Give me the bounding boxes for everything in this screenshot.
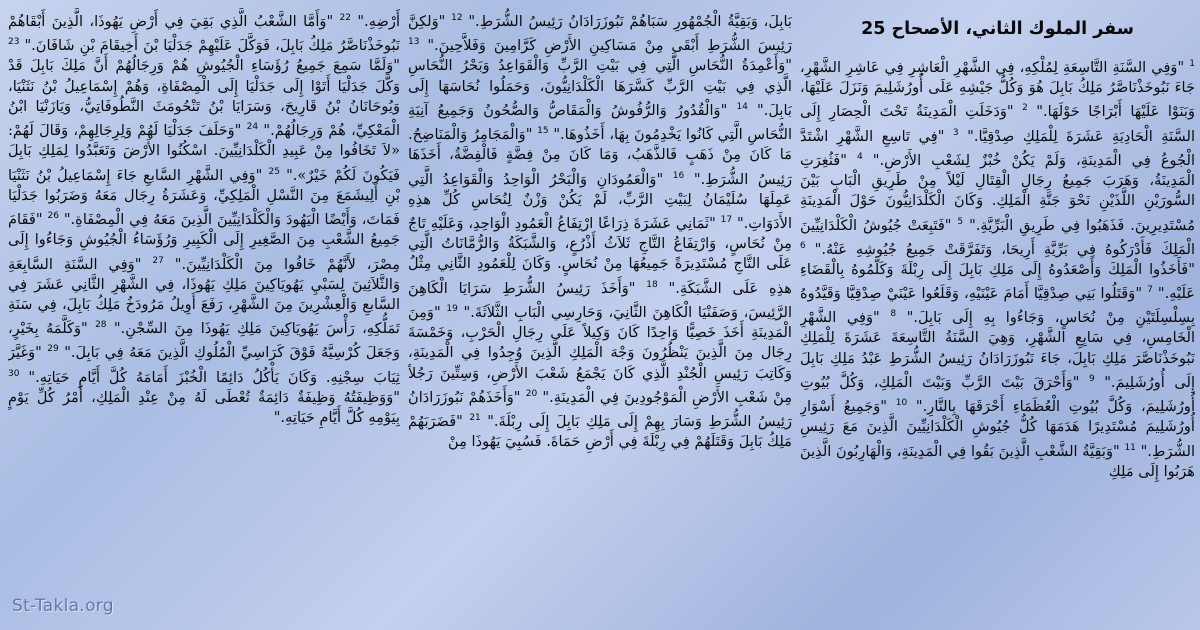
verse-number: 27 <box>152 255 164 266</box>
verse-text: "فِي تَاسِعِ الشَّهْرِ اشْتَدَّ الْجُوعُ فِي الْمَدِينَةِ، وَلَمْ يَكُنْ خُبْزٌ لِشَعْبِ الأَرْضِ." <box>800 127 1195 169</box>
verse-number: 14 <box>736 101 748 112</box>
verse-text: "فَقَامَ جَمِيعُ الشَّعْبِ مِنَ الصَّغِيرِ إِلَى الْكَبِيرِ وَرُؤَسَاءُ الْجُيُوشِ وَجَاءُوا إِلَى مِصْرَ، لأَنَّهُمْ خَافُوا مِنَ الْكَلْدَانِيِّينَ." <box>8 210 400 273</box>
verse-number: 28 <box>95 320 107 331</box>
verse-number: 3 <box>952 127 959 138</box>
verse-text: "وَبَقِيَّةُ الشَّعْبِ الَّذِينَ بَقُوا فِي الْمَدِينَةِ، وَالْهَارِبُونَ الَّذِينَ هَرَبُوا إِلَى مَلِكِ <box>800 442 1195 480</box>
verse-number: 23 <box>8 37 20 48</box>
verse-number: 2 <box>1022 103 1028 114</box>
verse-text: "وَأَخَذَهُمْ نَبُوزَرَادَانُ رَئِيسُ الشُّرَطِ وَسَارَ بِهِمْ إِلَى مَلِكِ بَابِلَ إِلَى رِبْلَةَ." <box>408 388 792 430</box>
verse-text: "وَكَلَّمَهُ بِخَيْرٍ، وَجَعَلَ كُرْسِيَّهُ فَوْقَ كَرَاسِيِّ الْمُلُوكِ الَّذِينَ مَعَهُ فِي بَابِلَ." <box>8 320 400 362</box>
verse-number: 12 <box>451 13 463 23</box>
verse-number: 7 <box>1147 285 1153 296</box>
verse-text: بَابِلَ، وَبَقِيَّةُ الْجُمْهُورِ سَبَاهُمْ نَبُوزَرَادَانُ رَئِيسُ الشُّرَطِ." <box>468 12 792 30</box>
verse-number: 11 <box>1124 442 1136 453</box>
verse-number: 6 <box>800 240 806 251</box>
verse-text: "وَحَلَفَ جَدَلْيَا لَهُمْ وَلِرِجَالِهِمْ، وَقَالَ لَهُمْ: «لاَ تَخَافُوا مِنْ عَبِيدِ الْكَلْدَانِيِّينَ. اسْكُنُوا الأَرْضَ وَتَعَبَّدُوا لِمَلِكِ بَابِلَ فَيَكُونَ لَكُمْ خَيْرٌ»." <box>8 122 400 184</box>
verse-number: 22 <box>339 13 351 23</box>
verse-text: "ثَمَانِي عَشَرَةَ ذِرَاعًا ارْتِفَاعُ الْعَمُودِ الْوَاحِدِ، وَعَلَيْهِ تَاجٌ مِنْ نُحَاسٍ، وَارْتِفَاعُ التَّاجِ ثَلاَثُ أَذْرُعٍ، وَالشَّبَكَةُ وَالرُّمَّانَاتُ الَّتِي عَلَى التَّاجِ مُسْتَدِيرَةً جَمِيعُهَا مِنْ نُحَاسٍ. وَكَانَ لِلْعَمُودِ الثَّانِي مِثْلُ هذِهِ عَلَى الشَّبَكَةِ." <box>408 214 792 297</box>
verse-number: 1 <box>1189 59 1195 69</box>
verse-text: "وَفِي السَّنَةِ السَّابِعَةِ وَالثَّلاَثِينَ لِسَبْيِ يَهُويَاكِينَ مَلِكِ يَهُوذَا، فِي الشَّهْرِ الثَّانِي عَشَرَ فِي السَّابعِ وَالْعِشْرِينَ مِنَ الشَّهْرِ، رَفَعَ أَوِيلُ مَرُودَخُ مَلِكُ بَابِلَ، فِي سَنَةِ تَمَلُّكِهِ، رَأْسَ يَهُويَاكِينَ مَلِكِ يَهُوذَا مِنَ السِّجْنِ." <box>8 255 400 338</box>
verse-text: "وَأَمَّا الشَّعْبُ الَّذِي بَقِيَ فِي أَرْضِ يَهُوذَا، الَّذِينَ أَبْقَاهُمْ نَبُوخَذْنَاصَّرُ مَلِكُ بَابِلَ، فَوَكَّلَ عَلَيْهِمْ جَدَلْيَا بْنَ أَخِيقَامَ بْنِ شَافَانَ." <box>8 12 400 55</box>
text-column-1 <box>800 8 1195 622</box>
verse-text: "فَثُغِرَتِ الْمَدِينَةُ، وَهَرَبَ جَمِيعُ رِجَالِ الْقِتَالِ لَيْلاً مِنْ طَرِيقِ الْبَابِ بَيْنَ السُّورَيْنِ اللَّذَيْنِ نَحْوَ جَنَّةِ الْمَلِكِ. وَكَانَ الْكَلْدَانِيُّونَ حَوْلَ الْمَدِينَةِ مُسْتَدِيرِينَ. فَذَهَبُوا فِي طَرِيقِ الْبَرِّيَّةِ." <box>800 151 1195 234</box>
verse-number: 10 <box>895 398 908 409</box>
verse-number: 15 <box>537 126 549 137</box>
verse-text: "وَأَحْرَقَ بَيْتَ الرَّبِّ وَبَيْتَ الْمَلِكِ، وَكُلَّ بُيُوتِ أُورُشَلِيمَ، وَكُلَّ بُيُوتِ الْعُظَمَاءِ أَحْرَقَهَا بِالنَّارِ." <box>800 373 1195 416</box>
verse-text: "وَغَيَّرَ ثِيَابَ سِجْنِهِ. وَكَانَ يَأْكُلُ دَائِمًا الْخُبْزَ أَمَامَهُ كُلَّ أَيَّامِ حَيَاتِهِ." <box>8 344 400 386</box>
verse-text: "فَضَرَبَهُمْ مَلِكُ بَابِلَ وَقَتَلَهُمْ فِي رِبْلَةَ فِي أَرْضِ حَمَاةَ. فَسُبِيَ يَهُوذَا مِنْ <box>408 412 792 451</box>
verse-number: 9 <box>1088 374 1095 385</box>
verse-number: 5 <box>957 216 964 227</box>
verse-text: أَرْضِهِ." <box>357 12 400 30</box>
verse-text: "وَدَخَلَتِ الْمَدِينَةُ تَحْتَ الْحِصَارِ إِلَى السَّنَةِ الْحَادِيَةِ عَشَرَةَ لِلْمَلِكِ صِدْقِيَّا." <box>800 103 1195 145</box>
site-watermark: St-Takla.org <box>12 596 114 616</box>
chapter-title: سفر الملوك الثاني، الأصحاح 25 <box>861 19 1134 39</box>
verse-number: 13 <box>408 37 420 48</box>
verse-text: "وَفِي السَّنَةِ التَّاسِعَةِ لِمُلْكِهِ، فِي الشَّهْرِ الْعَاشِرِ فِي عَاشِرِ الشَّهْرِ، جَاءَ نَبُوخَذْنَاصَّرُ مَلِكُ بَابِلَ هُوَ وَكُلُّ جَيْشِهِ عَلَى أُورُشَلِيمَ وَنَزَلَ عَلَيْهَا، وَبَنَوْا عَلَيْهَا أَبْرَاجًا حَوْلَهَا." <box>800 58 1195 121</box>
verse-text: "وَالْمَجَامِرُ وَالْمَنَاضِحُ. مَا كَانَ مِنْ ذَهَبٍ فَالذَّهَبُ، وَمَا كَانَ مِنْ فِضَّةٍ فَالْفِضَّةُ، أَخَذَهَا رَئِيسُ الشُّرَطِ." <box>408 125 792 188</box>
verse-text: "وَأَخَذَ رَئِيسُ الشُّرَطِ سَرَايَا الْكَاهِنَ الرَّئِيسَ، وَصَفَنْيَا الْكَاهِنَ الثَّانِيَ، وَحَارِسِي الْبَابِ الثَّلاَثَةَ." <box>408 279 792 321</box>
verse-number: 21 <box>469 413 481 424</box>
verse-text: "وَفِي الشَّهْرِ السَّابعِ جَاءَ إِسْمَاعِيلُ بْنُ نَثَنْيَا بْنِ أَلِيشَمَعَ مِنَ النَّسْلِ الْمَلِكِيِّ، وَعَشَرَةُ رِجَال مَعَهُ وَضَرَبُوا جَدَلْيَا فَمَاتَ، وَأَيْضًا الْيَهُودَ وَالْكَلْدَانِيِّينَ الَّذِينَ مَعَهُ فِي الْمِصْفَاةِ." <box>8 166 400 228</box>
verse-text: "وَأَعْمِدَةُ النُّحَاسِ الَّتِي فِي بَيْتِ الرَّبِّ وَالْقَوَاعِدُ وَبَحْرُ النُّحَاسِ الَّذِي فِي بَيْتِ الرَّبِّ كَسَّرَهَا الْكَلْدَانِيُّونَ، وَحَمَلُوا نُحَاسَهَا إِلَى بَابِلَ." <box>408 57 792 119</box>
verse-number: 29 <box>47 344 59 355</box>
verse-text: "وَفِي الشَّهْرِ الْخَامِسِ، فِي سَابِعِ الشَّهْرِ، وَهِيَ السَّنَةُ التَّاسِعَةَ عَشَرَةَ لِلْمَلِكِ نَبُوخَذْنَاصَّرَ مَلِكِ بَابِلَ، جَاءَ نَبُوزَرَادَانُ رَئِيسُ الشُّرَطِ عَبْدُ مَلِكِ بَابِلَ إِلَى أُورُشَلِيمَ." <box>800 309 1195 391</box>
verse-number: 19 <box>446 303 458 314</box>
verse-number: 20 <box>525 388 538 399</box>
verse-text: "وَلَمَّا سَمِعَ جَمِيعُ رُؤَسَاءِ الْجُيُوشِ هُمْ وَرِجَالُهُمْ أَنَّ مَلِكَ بَابِلَ قَدْ وَكَّلَ جَدَلْيَا أَتَوْا إِلَى جَدَلْيَا إِلَى الْمِصْفَاةِ، وَهُمْ إِسْمَاعِيلُ بْنُ نَثَنْيَا، وَيُوحَانَانُ بْنُ قَارِيحَ، وَسَرَايَا بْنُ تَنْحُومَثَ النَّطُوفَاتِيُّ، وَيَازَنْيَا ابْنُ الْمَعْكِيِّ، هُمْ وَرِجَالُهُمْ." <box>8 57 400 140</box>
text-column-3 <box>8 8 400 622</box>
verse-number: 4 <box>856 151 863 162</box>
verse-number: 16 <box>672 170 685 181</box>
column-body <box>8 8 400 428</box>
column-body <box>408 8 792 453</box>
text-column-2 <box>408 8 792 622</box>
column-body <box>800 54 1195 482</box>
verse-number: 25 <box>268 166 280 177</box>
verse-text: "فَتَبِعَتْ جُيُوشُ الْكَلْدَانِيِّينَ الْمَلِكَ فَأَدْرَكُوهُ فِي بَرِّيَّةِ أَرِيحَا، وَتَفَرَّقَتْ جَمِيعُ جُيُوشِهِ عَنْهُ." <box>800 216 1195 258</box>
verse-text: "وَالْقُدُورُ وَالرُّفُوشُ وَالْمَقَاصُّ وَالصُّحُونُ وَجَمِيعُ آنِيَةِ النُّحَاسِ الَّتِي كَانُوا يَخْدِمُونَ بِهَا، أَخَذُوهَا." <box>408 101 792 143</box>
verse-number: 18 <box>646 279 658 290</box>
verse-number: 17 <box>720 214 733 225</box>
verse-text: "وَلكِنَّ رَئِيسَ الشُّرَطِ أَبْقَى مِنْ مَسَاكِينِ الأَرْضِ كَرَّامِينَ وَفَلاَّحِينَ." <box>408 12 792 55</box>
verse-text: "وَمِنَ الْمَدِينَةِ أَخَذَ خَصِيًّا وَاحِدًا كَانَ وَكِيلاً عَلَى رِجَالِ الْحَرْبِ، وَخَمْسَةَ رِجَال مِنَ الَّذِينَ يَنْظُرُونَ وَجْهَ الْمَلِكِ الَّذِينَ وُجِدُوا فِي الْمَدِينَةِ، وَكَاتِبَ رَئِيسِ الْجُنْدِ الَّذِي كَانَ يَجْمَعُ شَعْبَ الأَرْضِ، وَسِتِّينَ رَجُلاً مِنْ شَعْبِ الأَرْضِ الْمَوْجُودِينَ فِي الْمَدِينَةِ." <box>408 303 792 406</box>
verse-text: "وَجَمِيعُ أَسْوَارِ أُورُشَلِيمَ مُسْتَدِيرًا هَدَمَهَا كُلُّ جُيُوشِ الْكَلْدَانِيِّينَ الَّذِينَ مَعَ رَئِيسِ الشُّرَطِ." <box>800 398 1195 460</box>
verse-text: "فَأَخَذُوا الْمَلِكَ وَأَصْعَدُوهُ إِلَى مَلِكِ بَابِلَ إِلَى رِبْلَةَ وَكَلَّمُوهُ بِالْقَضَاءِ عَلَيْهِ." <box>800 260 1195 302</box>
verse-text: "وَقَتَلُوا بَنِي صِدْقِيَّا أَمَامَ عَيْنَيْهِ، وَقَلَعُوا عَيْنَيْ صِدْقِيَّا وَقَيَّدُوهُ بِسِلْسِلَتَيْنِ مِنْ نُحَاسٍ، وَجَاءُوا بِهِ إِلَى بَابِلَ." <box>800 284 1195 327</box>
verse-number: 30 <box>8 368 20 379</box>
verse-text: "وَوَظِيفَتُهُ وَظِيفَةٌ دَائِمَةٌ تُعْطَى لَهُ مِنْ عِنْدِ الْمَلِكِ، أَمْرُ كُلِّ يَوْمٍ بِيَوْمِهِ كُلَّ أَيَّامِ حَيَاتِهِ." <box>8 388 400 427</box>
verse-text: "وَالْعَمُودَانِ وَالْبَحْرُ الْوَاحِدُ وَالْقَوَاعِدُ الَّتِي عَمِلَهَا سُلَيْمَانُ لِبَيْتِ الرَّبِّ، لَمْ يَكُنْ وَزْنٌ لِنُحَاسِ كُلِّ هذِهِ الأَدَوَاتِ." <box>408 170 792 232</box>
verse-number: 26 <box>47 211 59 222</box>
verse-number: 24 <box>246 122 259 133</box>
verse-number: 8 <box>890 309 897 320</box>
